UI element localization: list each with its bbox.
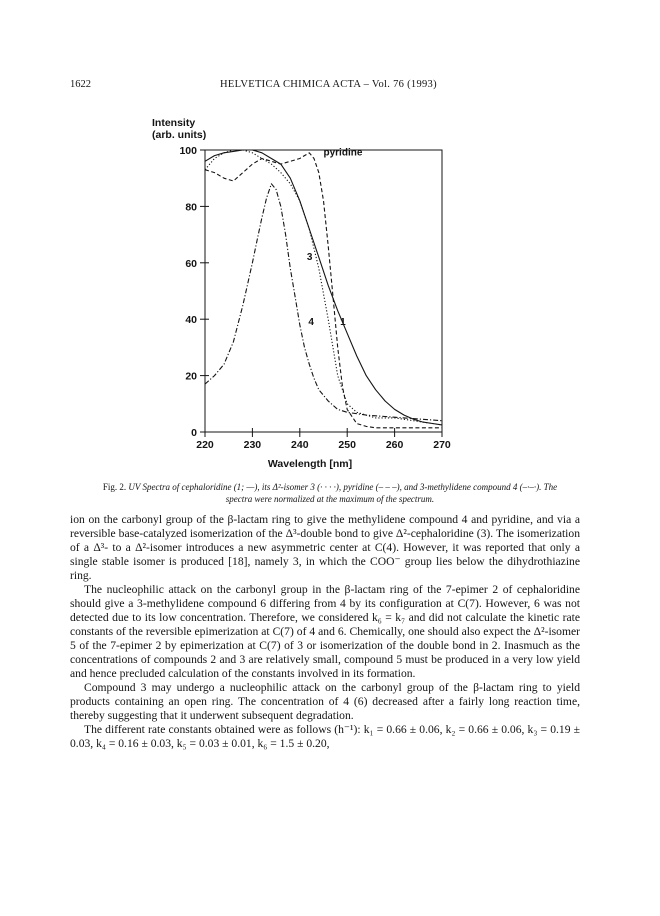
figure-caption-lead: Fig. 2. <box>102 482 127 492</box>
x-axis-label: Wavelength [nm] <box>267 458 353 470</box>
y-tick-label: 60 <box>185 257 197 270</box>
page-number: 1622 <box>70 79 91 90</box>
series-line-pyridine <box>205 153 442 428</box>
chart-series <box>205 147 442 428</box>
uv-spectra-chart <box>150 112 470 472</box>
x-tick-label: 220 <box>196 439 214 451</box>
y-tick-label: 40 <box>185 314 197 327</box>
series-line-3 <box>205 147 442 425</box>
body-text <box>70 513 580 751</box>
page-header <box>70 79 590 95</box>
y-tick-label: 0 <box>191 427 197 439</box>
paragraph: ion on the carbonyl group of the β-lactam ring to give the methylidene compound 4 and pyridine, and via a reversible base-catalyzed isomerization of the Δ³-double bond to give Δ²-cephaloridine (3). The isomerization of a Δ³- to a Δ²-isomer introduces a new asymmetric center at C(4). However, it was reported that only a single stable isomer is produced [18], namely 3, in which the COO⁻ group lies below the dihydrothiazine ring. <box>70 513 580 582</box>
x-tick-label: 240 <box>291 439 309 451</box>
chart-ticks <box>179 145 450 451</box>
series-annotation: 4 <box>308 316 314 328</box>
y-tick-label: 80 <box>185 201 197 214</box>
chart-axes <box>205 147 442 432</box>
series-annotation: 3 <box>306 251 313 263</box>
figure-caption-text: UV Spectra of cephaloridine (1; —), its Δ²-isomer 3 (· · · ·), pyridine (– – –), and 3-methylidene compound 4 (–·–·). The spectra were normalized at the maximum of the spectrum. <box>128 482 558 504</box>
series-line-1 <box>205 147 442 425</box>
x-tick-label: 260 <box>385 439 404 451</box>
series-line-4 <box>205 184 442 421</box>
paragraph: Compound 3 may undergo a nucleophilic attack on the carbonyl group of the β-lactam ring to yield products containing an open ring. The concentration of 4 (6) decreased after a fairly long reaction time, thereby suggesting that it underwent subsequent degradation. <box>70 681 580 722</box>
x-tick-label: 230 <box>243 439 262 451</box>
chart-svg <box>150 112 470 472</box>
x-tick-label: 250 <box>338 439 356 451</box>
paragraph: The different rate constants obtained were as follows (h⁻¹): k₁ = 0.66 ± 0.06, k₂ = 0.66 ± 0.06, k₃ = 0.19 ± 0.03, k₄ = 0.16 ± 0.03, k₅ = 0.03 ± 0.01, k₆ = 1.5 ± 0.20, <box>70 723 580 750</box>
y-axis-label-line2: (arb. units) <box>152 129 207 141</box>
paragraph: The nucleophilic attack on the carbonyl group in the β-lactam ring of the 7-epimer 2 of cephaloridine should give a 3-methylidene compound 6 differing from 4 by its configuration at C(7). However, 6 was not detected due to its low concentration. Therefore, we considered k₆ = k₇ and did not calculate the kinetic rate constants of the reversible epimerization at C(7) of 4 and 6. Chemically, one should also expect the Δ²-isomer 5 of the 7-epimer 2 by epimerization at C(7) of 3 or isomerization of the double bond in 2. Inasmuch as the concentrations of compounds 2 and 3 are relatively small, compound 5 must be produced in a very low yield and hence precluded calculation of the constants involved in its formation. <box>70 583 580 680</box>
chart-annotations <box>307 148 363 328</box>
series-annotation: pyridine <box>323 147 363 159</box>
y-tick-label: 100 <box>179 145 197 157</box>
x-tick-label: 270 <box>433 439 451 451</box>
plot-frame <box>205 147 442 432</box>
series-annotation: 1 <box>340 316 346 328</box>
y-axis-label-line1: Intensity <box>152 117 196 129</box>
figure-caption <box>90 481 570 505</box>
running-head: HELVETICA CHIMICA ACTA – Vol. 76 (1993) <box>220 79 437 90</box>
y-tick-label: 20 <box>185 370 197 383</box>
